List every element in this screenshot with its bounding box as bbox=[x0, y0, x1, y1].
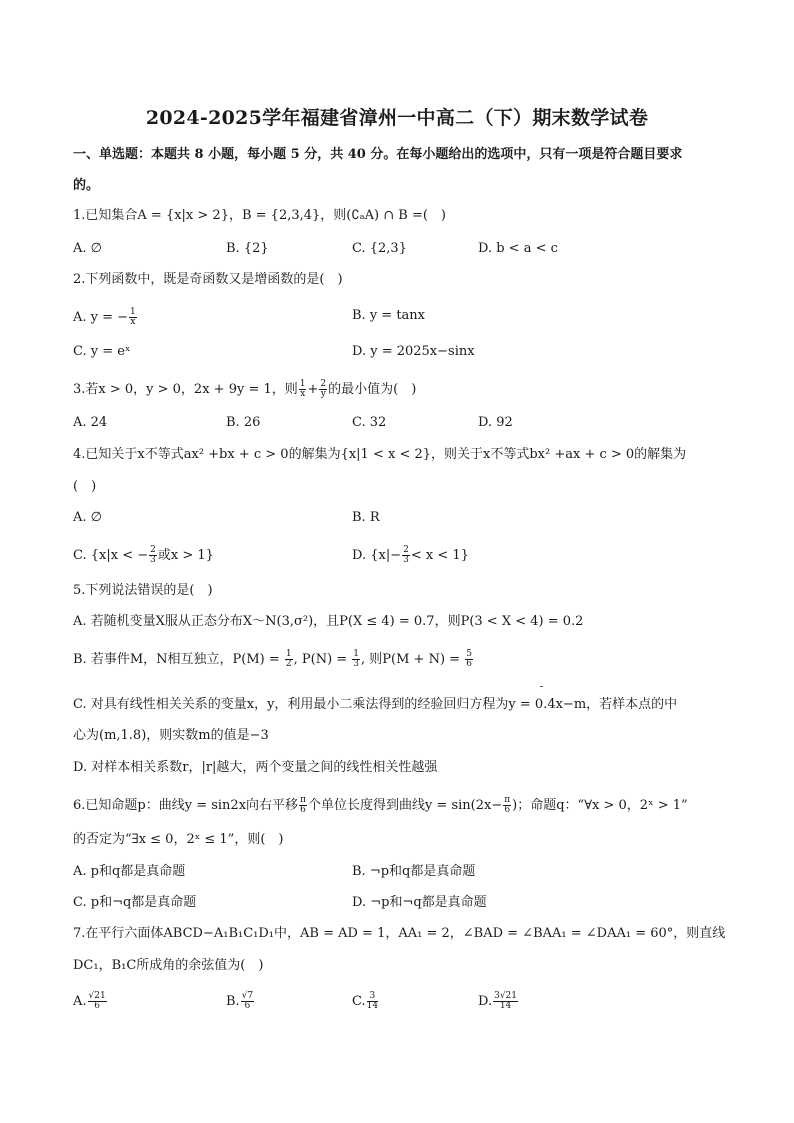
q7-option-a bbox=[73, 992, 108, 1011]
q4-option-a: A. ∅ bbox=[73, 510, 102, 525]
fraction-denominator: 2 bbox=[285, 659, 292, 669]
q5-option-b-b: , P(N) = bbox=[293, 652, 352, 667]
fraction bbox=[493, 992, 518, 1011]
fraction-numerator: 3√21 bbox=[494, 991, 518, 1001]
fraction-denominator: 6 bbox=[504, 805, 511, 815]
fraction-numerator: 5 bbox=[466, 649, 472, 659]
q7-stem-line2: DC₁，B₁C所成角的余弦值为( ) bbox=[73, 958, 264, 973]
q2-stem: 2.下列函数中，既是奇函数又是增函数的是( ) bbox=[73, 272, 343, 287]
q5-option-c-line2: 心为(m,1.8)，则实数m的值是−3 bbox=[73, 728, 269, 743]
q4-option-c-a: C. {x|x < − bbox=[73, 548, 149, 563]
fraction-denominator: 14 bbox=[499, 1001, 512, 1011]
q5-option-c-line1: C. 对具有线性相关关系的变量x，y，利用最小二乘法得到的经验回归方程为y = 0.4x−m，若样本点的中 bbox=[73, 697, 678, 712]
fraction-denominator: 6 bbox=[94, 1001, 100, 1011]
q6-option-d: D. ¬p和¬q都是真命题 bbox=[352, 895, 487, 910]
fraction bbox=[367, 992, 378, 1011]
q2-option-a bbox=[73, 308, 138, 327]
q4-option-b: B. R bbox=[352, 510, 380, 525]
fraction-denominator: 6 bbox=[244, 1001, 251, 1011]
q1-option-a: A. ∅ bbox=[73, 241, 102, 256]
q3-option-a: A. 24 bbox=[73, 415, 108, 430]
fraction-numerator: √21 bbox=[88, 991, 106, 1001]
q7-option-c bbox=[352, 992, 379, 1011]
q4-option-d-a: D. {x|− bbox=[352, 548, 402, 563]
fraction-numerator: π bbox=[504, 795, 511, 805]
fraction-denominator: 6 bbox=[466, 659, 472, 669]
fraction-numerator: 3 bbox=[367, 992, 378, 1002]
fraction-denominator: 3 bbox=[150, 555, 156, 565]
q2-option-c: C. y = eˣ bbox=[73, 344, 131, 359]
section-heading-line1: 一、单选题：本题共 8 小题，每小题 5 分，共 40 分。在每小题给出的选项中，只有一项是符合题目要求 bbox=[73, 147, 683, 162]
section-heading-line2: 的。 bbox=[73, 178, 100, 193]
fraction-numerator: 1 bbox=[130, 307, 136, 317]
q5-option-b-c: , 则P(M + N) = bbox=[361, 652, 465, 667]
q5-stem: 5.下列说法错误的是( ) bbox=[73, 583, 213, 598]
fraction-denominator: 3 bbox=[353, 659, 360, 669]
q6-option-b: B. ¬p和q都是真命题 bbox=[352, 864, 476, 879]
fraction-numerator: 2 bbox=[403, 545, 409, 555]
q7-option-a-prefix: A. bbox=[73, 994, 87, 1009]
q2-option-a-prefix: A. y = − bbox=[73, 310, 129, 325]
q6-stem-line1 bbox=[73, 796, 688, 815]
fraction bbox=[129, 308, 137, 327]
fraction bbox=[402, 546, 410, 565]
fraction-denominator: x bbox=[130, 317, 136, 327]
q4-option-d bbox=[352, 546, 469, 565]
fraction bbox=[503, 796, 511, 815]
q6-stem-b: 个单位长度得到曲线y = sin(2x− bbox=[307, 798, 503, 813]
q5-option-d: D. 对样本相关系数r，|r|越大，两个变量之间的线性相关性越强 bbox=[73, 760, 438, 775]
q4-option-c bbox=[73, 546, 214, 565]
hat-mark bbox=[540, 686, 543, 687]
fraction bbox=[149, 546, 157, 565]
q3-option-d: D. 92 bbox=[478, 415, 513, 430]
fraction-numerator: 1 bbox=[353, 649, 360, 659]
q7-stem-line1: 7.在平行六面体ABCD−A₁B₁C₁D₁中，AB = AD = 1，AA₁ = 2，∠BAD = ∠BAA₁ = ∠DAA₁ = 60°，则直线 bbox=[73, 926, 726, 941]
fraction bbox=[299, 796, 307, 815]
fraction bbox=[352, 650, 360, 669]
q5-option-b-a: B. 若事件M，N相互独立，P(M) = bbox=[73, 652, 284, 667]
q4-paren: ( ) bbox=[73, 479, 97, 494]
q7-option-b-prefix: B. bbox=[226, 994, 240, 1009]
q6-option-c: C. p和¬q都是真命题 bbox=[73, 895, 197, 910]
q1-option-c: C. {2,3} bbox=[352, 241, 407, 256]
q4-stem: 4.已知关于x不等式ax² +bx + c > 0的解集为{x|1 < x < 2}，则关于x不等式bx² +ax + c > 0的解集为 bbox=[73, 447, 687, 462]
q6-stem-a: 6.已知命题p：曲线y = sin2x向右平移 bbox=[73, 798, 299, 813]
fraction bbox=[285, 650, 293, 669]
q6-option-a: A. p和q都是真命题 bbox=[73, 864, 186, 879]
fraction bbox=[319, 380, 327, 399]
fraction bbox=[299, 380, 307, 399]
q5-option-a: A. 若随机变量X服从正态分布X～N(3,σ²)，且P(X ≤ 4) = 0.7，则P(3 < X < 4) = 0.2 bbox=[73, 614, 584, 629]
q7-option-d-prefix: D. bbox=[478, 994, 493, 1009]
q3-stem-b: 的最小值为( ) bbox=[328, 382, 417, 397]
q2-option-b: B. y = tanx bbox=[352, 308, 425, 323]
q7-option-b bbox=[226, 992, 255, 1011]
q3-stem-a: 3.若x > 0，y > 0，2x + 9y = 1，则 bbox=[73, 382, 298, 397]
fraction-numerator: 1 bbox=[299, 379, 306, 389]
fraction-denominator: 6 bbox=[300, 805, 306, 815]
q3-option-b: B. 26 bbox=[226, 415, 261, 430]
fraction-numerator: 2 bbox=[150, 545, 156, 555]
exam-title: 2024-2025学年福建省漳州一中高二（下）期末数学试卷 bbox=[145, 107, 649, 129]
q3-stem bbox=[73, 380, 416, 399]
q4-option-c-b: 或x > 1} bbox=[157, 548, 214, 563]
q2-option-d: D. y = 2025x−sinx bbox=[352, 344, 475, 359]
plus-sign: + bbox=[307, 382, 319, 397]
q4-option-d-b: < x < 1} bbox=[410, 548, 469, 563]
fraction-denominator: y bbox=[320, 389, 326, 399]
fraction bbox=[241, 992, 254, 1011]
fraction bbox=[465, 650, 473, 669]
q6-stem-c: )；命题q：“∀x > 0，2ˣ > 1” bbox=[512, 798, 688, 813]
fraction-denominator: 14 bbox=[366, 1001, 379, 1011]
q5-option-b bbox=[73, 650, 474, 669]
q3-option-c: C. 32 bbox=[352, 415, 387, 430]
fraction-numerator: √7 bbox=[241, 991, 254, 1001]
q6-stem-line2: 的否定为“∃x ≤ 0，2ˣ ≤ 1”，则( ) bbox=[73, 832, 284, 847]
fraction-numerator: π bbox=[300, 795, 306, 805]
fraction-numerator: 1 bbox=[285, 649, 292, 659]
q7-option-d bbox=[478, 992, 519, 1011]
fraction-denominator: x bbox=[300, 389, 306, 399]
fraction-denominator: 3 bbox=[403, 555, 409, 565]
fraction bbox=[88, 992, 107, 1011]
q1-option-d: D. b < a < c bbox=[478, 241, 558, 256]
q7-option-c-prefix: C. bbox=[352, 994, 366, 1009]
q1-stem: 1.已知集合A = {x|x > 2}，B = {2,3,4}，则(∁ₐA) ∩ B =( ) bbox=[73, 208, 446, 223]
q1-option-b: B. {2} bbox=[226, 241, 269, 256]
fraction-numerator: 2 bbox=[320, 379, 327, 389]
